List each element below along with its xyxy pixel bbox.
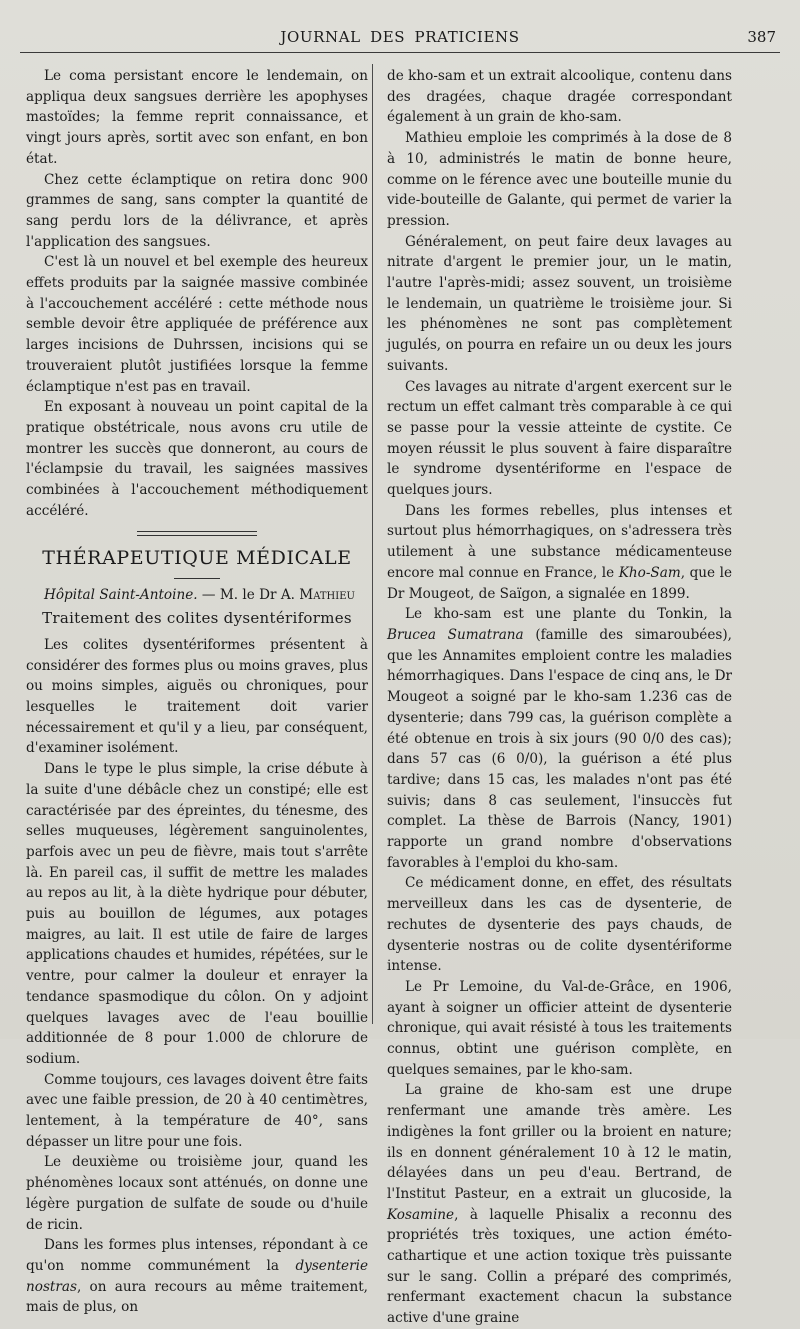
paragraph [387, 501, 732, 605]
italic-term: Kho-Sam [618, 564, 681, 581]
paragraph: Mathieu emploie les comprimés à la dose de 8 à 10, administrés le matin de bonne heure, comme on le férence avec une bouteille munie du vide-bouteille de Galante, qui permet de varier la pression. [387, 130, 732, 229]
left-column [26, 66, 368, 1318]
byline-separator: — M. le Dr A. [201, 587, 295, 604]
italic-term: dysenterie nostras [26, 1257, 368, 1295]
running-title: JOURNAL DES PRATICIENS [280, 28, 520, 46]
page-header [20, 28, 780, 53]
paragraph: Généralement, on peut faire deux lavages au nitrate d'argent le premier jour, un le matin, l'autre l'après-midi; assez souvent, un troisième le lendemain, un quatrième le troisième jour. Si les phénomènes ne sont pas complètement jugulés, on pourra en refaire un ou deux les jours suivants. [387, 233, 732, 374]
article-title: Traitement des colites dysentériformes [42, 609, 352, 628]
text-run: (famille des simaroubées), que les Annamites emploient contre les maladies hémorrhagiques. Dans l'espace de cinq ans, le Dr Mougeot a soigné par le kho-sam 1.236 cas de dysenterie; dans 799 cas, la guérison complète a été obtenue en trois à six jours (90 0/0 des cas); dans 57 cas (6 0/0), la guérison a été plus tardive; dans 15 cas, les malades n'ont pas été suivis; dans 8 cas seulement, l'insuccès fut complet. La thèse de Barrois (Nancy, 1901) rapporte un grand nombre d'observations favorables à l'emploi du kho-sam. [387, 626, 732, 871]
paragraph: C'est là un nouvel et bel exemple des heureux effets produits par la saignée massive combinée à l'accouchement accéléré : cette méthode nous semble devoir être appliquée de préférence aux larges incisions de Duhrssen, incisions qui se trouveraient plutôt justifiées lorsque la femme éclamptique n'est pas en travail. [26, 254, 368, 395]
right-column [387, 66, 732, 1329]
paragraph: Les colites dysentériformes présentent à considérer des formes plus ou moins graves, plus ou moins simples, aiguës ou chroniques, pour lesquelles le traitement doit varier nécessairement et qu'il y a lieu, par conséquent, d'examiner isolément. [26, 636, 368, 757]
section-title: THÉRAPEUTIQUE MÉDICALE [42, 547, 352, 570]
paragraph: de kho-sam et un extrait alcoolique, contenu dans des dragées, chaque dragée correspondant également à un grain de kho-sam. [387, 68, 732, 126]
italic-term: Brucea Sumatrana [387, 626, 524, 643]
page-number: 387 [747, 28, 776, 46]
paragraph: Chez cette éclamptique on retira donc 900 grammes de sang, sans compter la quantité de sang perdu lors de la délivrance, et après l'application des sangsues. [26, 171, 368, 250]
byline-author: Mathieu [299, 587, 355, 604]
text-run: Le kho-sam est une plante du Tonkin, la [405, 606, 732, 623]
paragraph [387, 604, 732, 873]
column-divider [372, 64, 373, 1024]
section-heading [26, 531, 368, 579]
text-run: Dans les formes rebelles, plus intenses et surtout plus hémorrhagiques, on s'adressera très utilement à une substance médicamenteuse encore mal connue en France, le [387, 502, 732, 581]
paragraph: Le deuxième ou troisième jour, quand les phénomènes locaux sont atténués, on donne une légère purgation de sulfate de soude ou d'huile de ricin. [26, 1154, 368, 1233]
paragraph: Le coma persistant encore le lendemain, on appliqua deux sangsues derrière les apophyses mastoïdes; la femme reprit connaissance, et vingt jours après, sortit avec son enfant, en bon état. [26, 68, 368, 167]
paragraph [26, 1235, 368, 1318]
text-run: , à laquelle Phisalix a reconnu des propriétés très toxiques, une action éméto-cathartique et une action toxique très puissante sur le sang. Collin a préparé des comprimés, renfermant exactement chacun la substance active d'une graine [387, 1206, 732, 1327]
byline-place: Hôpital Saint-Antoine. [44, 587, 198, 604]
paragraph: Dans le type le plus simple, la crise débute à la suite d'une débâcle chez un constipé; elle est caractérisée par des épreintes, du ténesme, des selles muqueuses, légèrement sanguinolentes, parfois avec un peu de fièvre, mais tout s'arrête là. En pareil cas, il suffit de mettre les malades au repos au lit, à la diète hydrique pour débuter, puis au bouillon de légumes, aux potages maigres, au lait. Il est utile de faire de larges applications chaudes et humides, répétées, sur le ventre, pour calmer la douleur et enrayer la tendance spasmodique du côlon. On y adjoint quelques lavages avec de l'eau bouillie additionnée de 8 pour 1.000 de chlorure de sodium. [26, 761, 368, 1067]
byline [26, 585, 368, 606]
text-run: Dans les formes plus intenses, répondant à ce qu'on nomme communément la [26, 1237, 368, 1274]
italic-term: Kosamine [387, 1206, 455, 1223]
text-run: , que le Dr Mougeot, de Saïgon, a signalée en 1899. [387, 564, 732, 602]
text-run: La graine de kho-sam est une drupe renfermant une amande très amère. Les indigènes la font griller ou la broient en nature; ils en donnent généralement 10 à 12 le matin, délayées dans un peu d'eau. Bertrand, de l'Institut Pasteur, en a extrait un glucoside, la [387, 1082, 732, 1202]
double-rule-divider [137, 531, 257, 536]
paragraph: Ces lavages au nitrate d'argent exercent sur le rectum un effet calmant très comparable à ce qui se passe pour la vessie atteinte de cystite. Ce moyen réussit le plus souvent à faire disparaître le syndrome dysentériforme en l'espace de quelques jours. [387, 378, 732, 499]
paragraph: Comme toujours, ces lavages doivent être faits avec une faible pression, de 20 à 40 centimètres, lentement, à la température de 40°, sans dépasser un litre pour une fois. [26, 1071, 368, 1150]
paragraph: Le Pr Lemoine, du Val-de-Grâce, en 1906, ayant à soigner un officier atteint de dysenterie chronique, qui avait résisté à tous les traitements connus, obtint une guérison complète, en quelques semaines, par le kho-sam. [387, 978, 732, 1078]
text-run: , on aura recours au même traitement, mais de plus, on [26, 1278, 368, 1316]
paragraph: En exposant à nouveau un point capital de la pratique obstétricale, nous avons cru utile de montrer les succès que donneront, au cours de l'éclampsie du travail, les saignées massives combinées à l'accouchement méthodiquement accéléré. [26, 399, 368, 519]
short-rule-divider [174, 578, 220, 579]
paragraph [387, 1080, 732, 1328]
paragraph: Ce médicament donne, en effet, des résultats merveilleux dans les cas de dysenterie, de rechutes de dysenterie des pays chauds, de dysenterie nostras ou de colite dysentériforme intense. [387, 875, 732, 975]
